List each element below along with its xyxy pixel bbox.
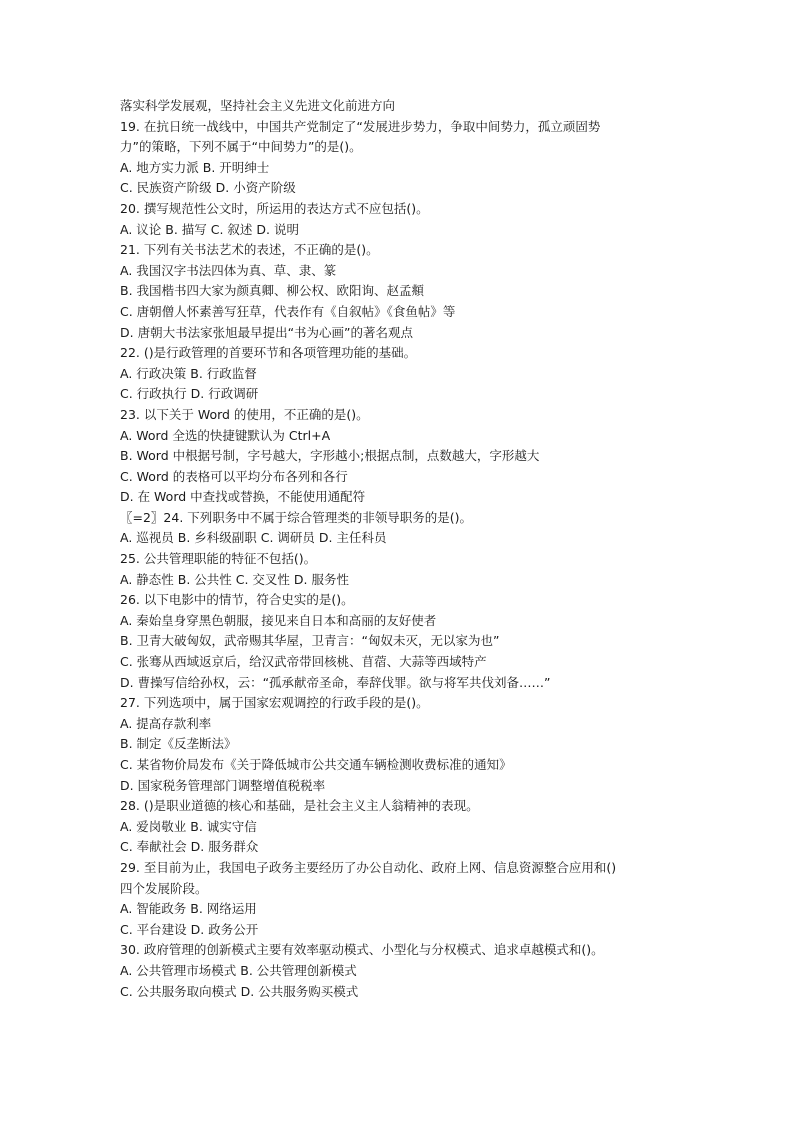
- text-line: A. 我国汉字书法四体为真、草、隶、篆: [120, 262, 337, 278]
- text-line: 27. 下列选项中，属于国家宏观调控的行政手段的是()。: [120, 695, 429, 711]
- text-line: D. 国家税务管理部门调整增值税税率: [120, 777, 326, 793]
- text-line: B. 我国楷书四大家为颜真卿、柳公权、欧阳询、赵孟頫: [120, 283, 425, 299]
- text-line: 22. ()是行政管理的首要环节和各项管理功能的基础。: [120, 345, 417, 361]
- text-line: C. 民族资产阶级 D. 小资产阶级: [120, 180, 296, 196]
- document-body: [120, 96, 680, 1002]
- text-line: 25. 公共管理职能的特征不包括()。: [120, 551, 317, 567]
- text-line: 29. 至目前为止，我国电子政务主要经历了办公自动化、政府上网、信息资源整合应用和(): [120, 859, 617, 875]
- text-line: 28. ()是职业道德的核心和基础，是社会主义主人翁精神的表现。: [120, 798, 479, 814]
- text-line: 四个发展阶段。: [120, 880, 208, 896]
- text-line: D. 唐朝大书法家张旭最早提出“书为心画”的著名观点: [120, 324, 414, 340]
- text-line: A. Word 全选的快捷键默认为 Ctrl+A: [120, 427, 331, 443]
- text-line: A. 议论 B. 描写 C. 叙述 D. 说明: [120, 221, 299, 237]
- text-line: 26. 以下电影中的情节，符合史实的是()。: [120, 592, 354, 608]
- text-line: 落实科学发展观，坚持社会主义先进文化前进方向: [120, 98, 396, 113]
- text-line: C. 公共服务取向模式 D. 公共服务购买模式: [120, 983, 359, 999]
- text-line: A. 智能政务 B. 网络运用: [120, 901, 257, 917]
- text-line: 〖=2〗24. 下列职务中不属于综合管理类的非领导职务的是()。: [120, 509, 473, 525]
- text-line: C. Word 的表格可以平均分布各列和各行: [120, 468, 348, 484]
- text-line: C. 张骞从西域返京后，给汉武帝带回核桃、苜蓿、大蒜等西域特产: [120, 654, 487, 670]
- text-line: B. 卫青大破匈奴，武帝赐其华屋，卫青言：“匈奴未灭，无以家为也”: [120, 633, 500, 649]
- text-line: A. 行政决策 B. 行政监督: [120, 365, 257, 381]
- text-line: C. 行政执行 D. 行政调研: [120, 386, 259, 402]
- text-line: A. 地方实力派 B. 开明绅士: [120, 159, 270, 175]
- text-line: 力”的策略，下列不属于“中间势力”的是()。: [120, 139, 362, 155]
- text-line: A. 秦始皇身穿黑色朝服，接见来自日本和高丽的友好使者: [120, 612, 437, 628]
- text-line: 19. 在抗日统一战线中，中国共产党制定了“发展进步势力，争取中间势力，孤立顽固势: [120, 118, 601, 134]
- text-line: C. 奉献社会 D. 服务群众: [120, 839, 259, 855]
- text-line: A. 静态性 B. 公共性 C. 交叉性 D. 服务性: [120, 571, 349, 587]
- text-line: 21. 下列有关书法艺术的表述，不正确的是()。: [120, 242, 379, 258]
- text-line: 23. 以下关于 Word 的使用，不正确的是()。: [120, 406, 369, 422]
- text-line: A. 提高存款利率: [120, 715, 212, 731]
- text-line: B. 制定《反垄断法》: [120, 736, 237, 752]
- text-line: A. 公共管理市场模式 B. 公共管理创新模式: [120, 962, 357, 978]
- text-line: 20. 撰写规范性公文时，所运用的表达方式不应包括()。: [120, 200, 429, 216]
- text-line: D. 曹操写信给孙权，云：“孤承献帝圣命，奉辞伐罪。欲与将军共伐刘备……”: [120, 674, 551, 690]
- text-line: C. 唐朝僧人怀素善写狂草，代表作有《自叙帖》《食鱼帖》等: [120, 303, 456, 319]
- text-line: 30. 政府管理的创新模式主要有效率驱动模式、小型化与分权模式、追求卓越模式和()。: [120, 942, 604, 958]
- text-line: C. 某省物价局发布《关于降低城市公共交通车辆检测收费标准的通知》: [120, 757, 512, 772]
- text-line: B. Word 中根据号制，字号越大，字形越小;根据点制，点数越大，字形越大: [120, 448, 540, 464]
- text-line: A. 巡视员 B. 乡科级副职 C. 调研员 D. 主任科员: [120, 530, 387, 546]
- text-line: D. 在 Word 中查找或替换，不能使用通配符: [120, 489, 366, 505]
- text-line: C. 平台建设 D. 政务公开: [120, 921, 259, 937]
- text-line: A. 爱岗敬业 B. 诚实守信: [120, 818, 257, 834]
